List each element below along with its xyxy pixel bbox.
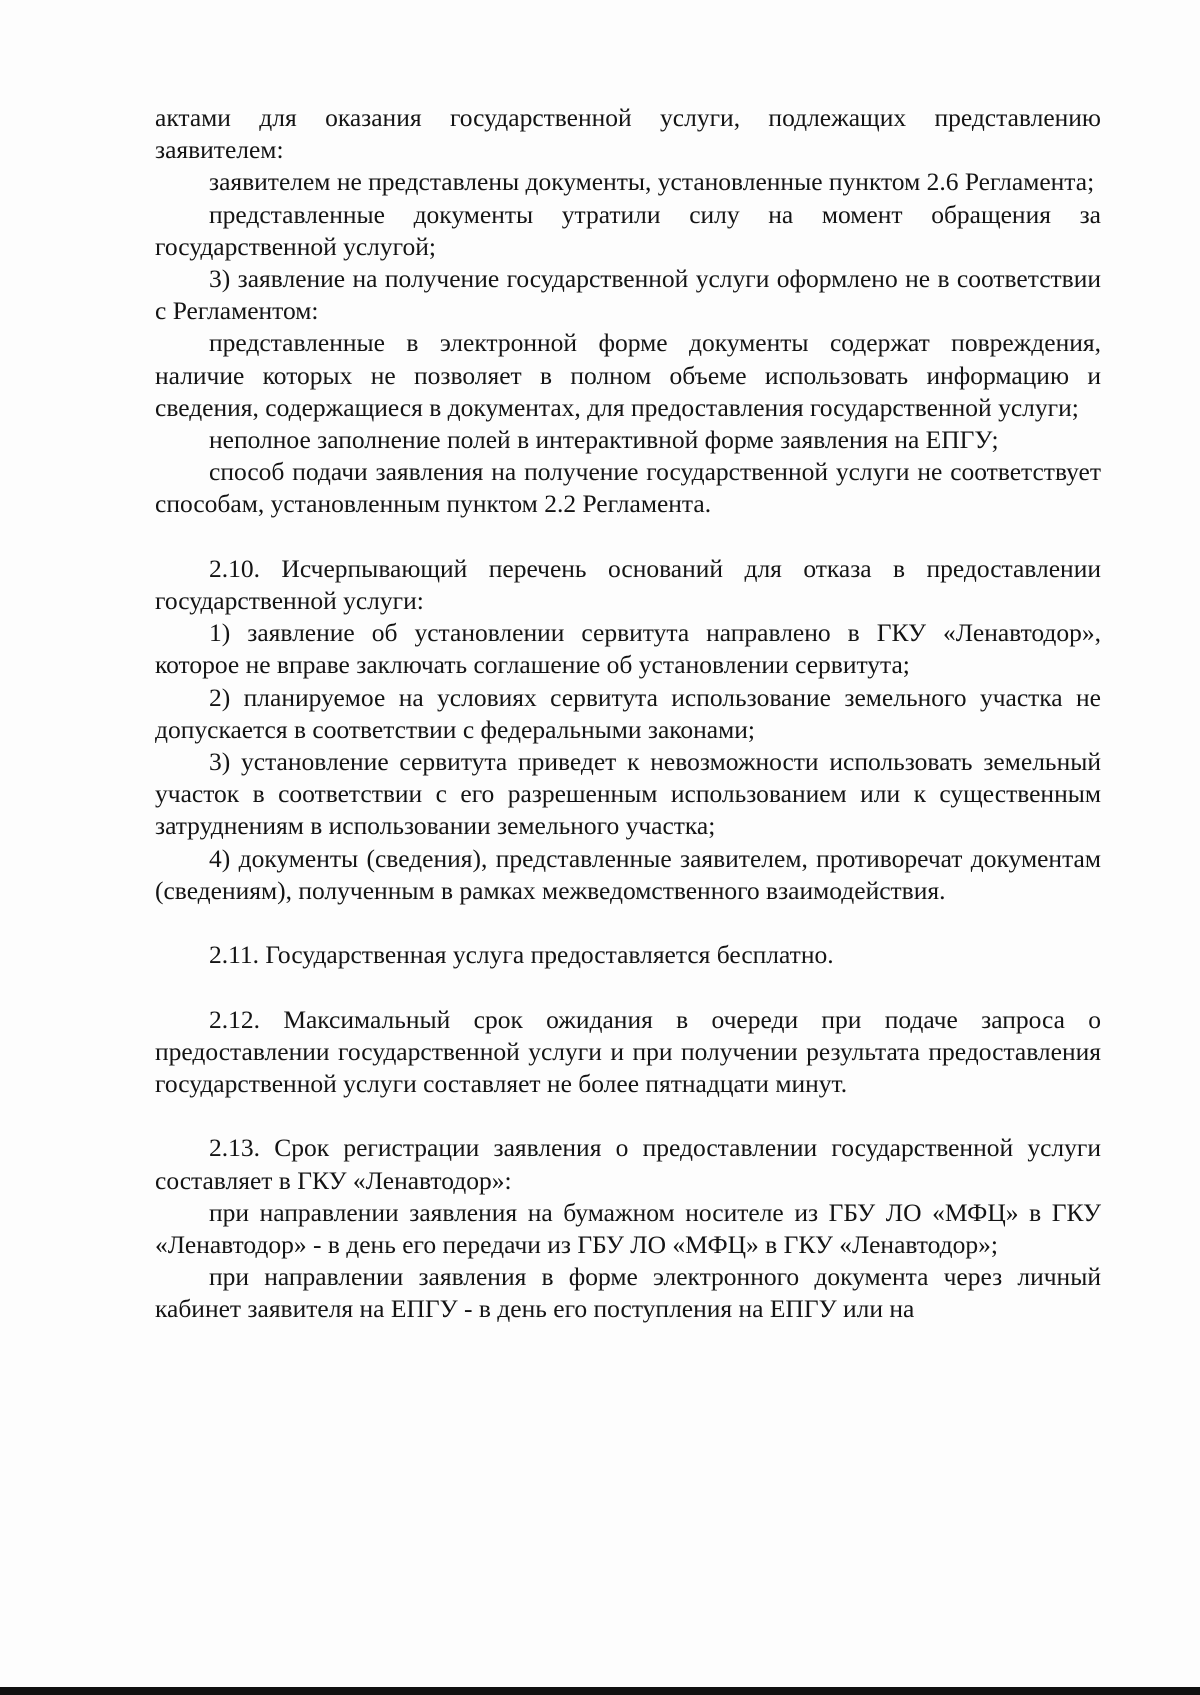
section-2-10-heading: 2.10. Исчерпывающий перечень оснований для отказа в предоставлении государственной услуги: — [155, 553, 1101, 616]
paragraph-item: при направлении заявления на бумажном носителе из ГБУ ЛО «МФЦ» в ГКУ «Ленавтодор» - в день его передачи из ГБУ ЛО «МФЦ» в ГКУ «Ленавтодор»; — [155, 1197, 1101, 1260]
section-2-12: 2.12. Максимальный срок ожидания в очереди при подаче запроса о предоставлении государственной услуги и при получении результата предоставления государственной услуги составляет не более пятнадцати минут. — [155, 1004, 1101, 1099]
paragraph-item: 3) заявление на получение государственной услуги оформлено не в соответствии с Регламентом: — [155, 264, 1101, 326]
paragraph-item: способ подачи заявления на получение государственной услуги не соответствует способам, установленным пунктом 2.2 Регламента. — [155, 457, 1101, 519]
paragraph-item: неполное заполнение полей в интерактивной форме заявления на ЕПГУ; — [209, 425, 999, 455]
scan-bottom-edge — [0, 1687, 1200, 1695]
section-2-13-heading: 2.13. Срок регистрации заявления о предоставлении государственной услуги составляет в ГКУ «Ленавтодор»: — [155, 1133, 1101, 1195]
section-2-11: 2.11. Государственная услуга предоставляется бесплатно. — [209, 940, 834, 970]
paragraph-item: при направлении заявления в форме электронного документа через личный кабинет заявителя на ЕПГУ - в день его поступления на ЕПГУ или на — [155, 1262, 1101, 1324]
paragraph-item: 3) установление сервитута приведет к невозможности использовать земельный участок в соответствии с его разрешенным использованием или к существенным затруднениям в использовании земельного участка; — [155, 747, 1101, 841]
paragraph-item: 4) документы (сведения), представленные заявителем, противоречат документам (сведениям), полученным в рамках межведомственного взаимодействия. — [155, 843, 1101, 905]
document-body — [155, 102, 1101, 1326]
paragraph-item: 1) заявление об установлении сервитута направлено в ГКУ «Ленавтодор», которое не вправе заключать соглашение об установлении сервитута; — [155, 618, 1101, 680]
paragraph-item: представленные в электронной форме документы содержат повреждения, наличие которых не позволяет в полном объеме использовать информацию и сведения, содержащиеся в документах, для предоставления государственной услуги; — [155, 328, 1101, 422]
paragraph-continuation: актами для оказания государственной услуги, подлежащих представлению заявителем: — [155, 103, 1101, 165]
paragraph-item: представленные документы утратили силу на момент обращения за государственной услугой; — [155, 199, 1101, 261]
paragraph-item: заявителем не представлены документы, установленные пунктом 2.6 Регламента; — [209, 167, 1095, 197]
paragraph-item: 2) планируемое на условиях сервитута использование земельного участка не допускается в соответствии с федеральными законами; — [155, 682, 1101, 744]
